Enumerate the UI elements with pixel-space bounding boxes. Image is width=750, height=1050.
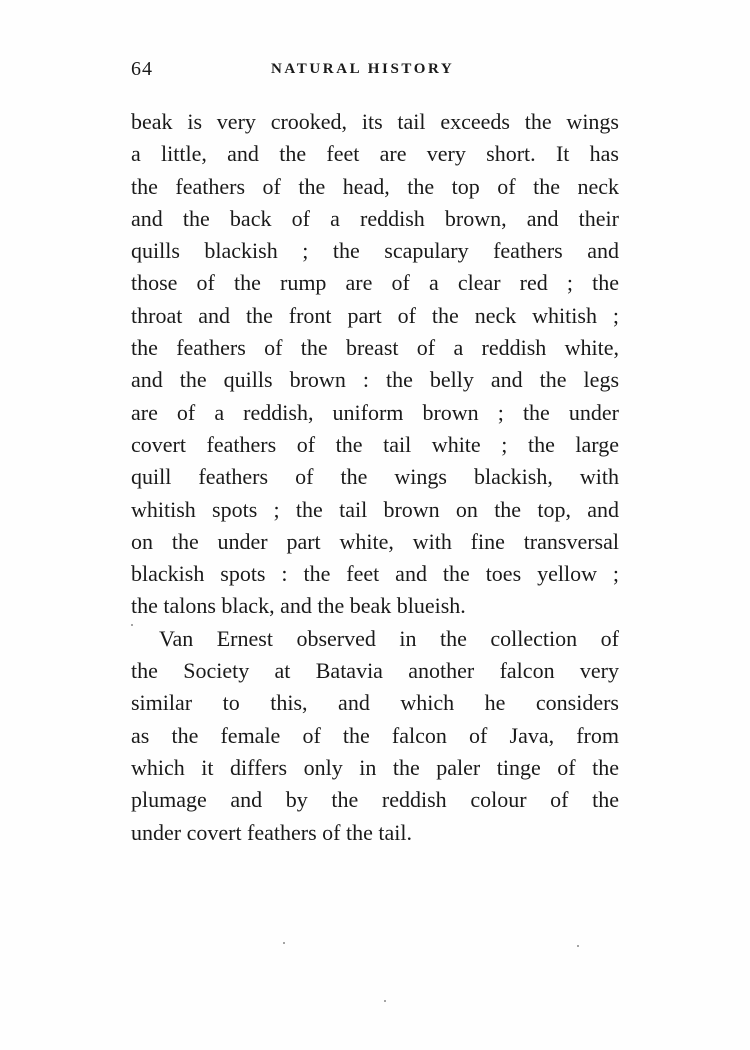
paper-speck [131, 624, 133, 626]
text-line: under covert feathers of the tail. [131, 819, 412, 845]
text-line: those of the rump are of a clear red ; the [131, 270, 619, 296]
running-head [131, 58, 621, 82]
text-line: covert feathers of the tail white ; the large [131, 431, 619, 457]
text-line: and the quills brown : the belly and the legs [131, 367, 619, 393]
text-line: the talons black, and the beak blueish. [131, 593, 466, 619]
page-number: 64 [131, 58, 153, 80]
text-line: the Society at Batavia another falcon very [131, 658, 619, 684]
text-line: Van Ernest observed in the collection of [159, 625, 619, 651]
text-line: quills blackish ; the scapulary feathers and [131, 238, 619, 264]
text-line: quill feathers of the wings blackish, with [131, 464, 619, 490]
paragraph-1 [131, 106, 619, 623]
text-line: and the back of a reddish brown, and their [131, 205, 619, 231]
text-line: the feathers of the head, the top of the neck [131, 173, 619, 199]
text-line: are of a reddish, uniform brown ; the under [131, 399, 619, 425]
text-line: as the female of the falcon of Java, from [131, 722, 619, 748]
text-line: plumage and by the reddish colour of the [131, 787, 619, 813]
paragraph-2 [131, 623, 619, 849]
text-line: whitish spots ; the tail brown on the top, and [131, 496, 619, 522]
paper-speck [283, 942, 285, 944]
text-line: beak is very crooked, its tail exceeds the wings [131, 109, 619, 134]
text-line: throat and the front part of the neck whitish ; [131, 302, 619, 328]
text-line: the feathers of the breast of a reddish white, [131, 335, 619, 361]
running-title: NATURAL HISTORY [271, 61, 455, 77]
text-line: on the under part white, with fine transversal [131, 528, 619, 554]
paper-speck [577, 945, 579, 947]
text-line: blackish spots : the feet and the toes yellow ; [131, 561, 619, 587]
text-line: which it differs only in the paler tinge of the [131, 754, 619, 780]
body-text [131, 106, 619, 849]
text-line: similar to this, and which he considers [131, 690, 619, 716]
text-line: a little, and the feet are very short. It has [131, 141, 619, 167]
paper-speck [384, 1000, 386, 1002]
